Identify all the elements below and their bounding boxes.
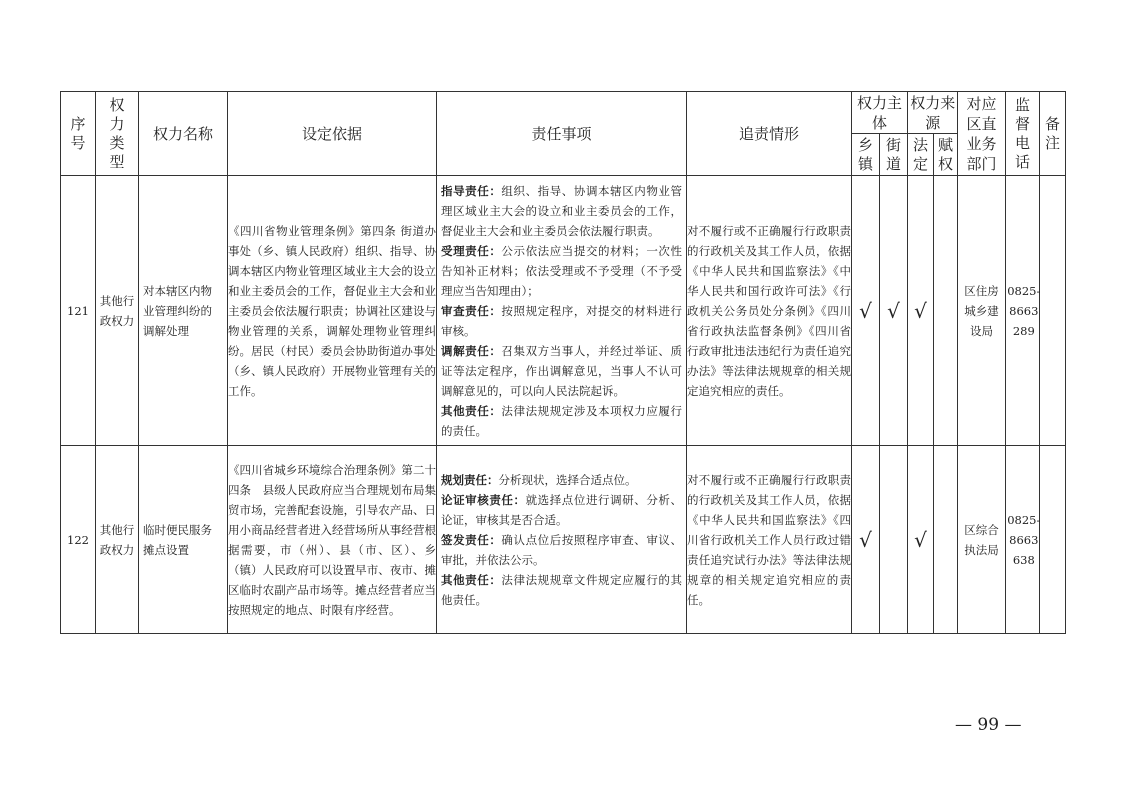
row-dept: 区住房城乡建设局 [958,176,1006,446]
check-mark-icon: √ [880,176,908,446]
row-phone: 0825-8663289 [1006,176,1040,446]
header-type: 权力类型 [96,92,139,176]
check-mark-icon: √ [852,176,880,446]
row-street [880,446,908,634]
row-remark [1040,176,1066,446]
row-name: 对本辖区内物业管理纠纷的调解处理 [139,176,228,446]
row-type: 其他行政权力 [96,176,139,446]
row-dept: 区综合执法局 [958,446,1006,634]
responsibility-item: 审查责任：按照规定程序，对提交的材料进行审核。 [441,303,683,338]
responsibility-item: 签发责任：确认点位后按照程序审查、审议、审批，并依法公示。 [441,532,683,567]
check-mark-icon: √ [908,176,934,446]
check-mark-icon: √ [852,446,880,634]
responsibility-item: 指导责任：组织、指导、协调本辖区内物业管理区域业主大会的设立和业主委员会的工作，督促业主大会和业主委员会依法履行职责。 [441,183,683,238]
header-phone: 监督电话 [1006,92,1040,176]
responsibility-item: 调解责任：召集双方当事人，并经过举证、质证等法定程序，作出调解意见，当事人不认可调解意见的，可以向人民法院起诉。 [441,343,683,398]
table-row [61,176,1066,446]
header-basis: 设定依据 [228,92,437,176]
row-phone: 0825-8663638 [1006,446,1040,634]
row-seq: 121 [61,176,96,446]
table-row [61,446,1066,634]
row-basis: 《四川省城乡环境综合治理条例》第二十四条 县级人民政府应当合理规划布局集贸市场，完善配套设施，引导农产品、日用小商品经营者进入经营场所从事经营根据需要，市（州）、县（市、区）、乡（镇）人民政府可以设置早市、夜市、摊区临时农副产品市场等。摊点经营者应当按照规定的地点、时限有序经营。 [228,446,437,634]
responsibility-item: 论证审核责任：就选择点位进行调研、分析、论证，审核其是否合适。 [441,492,683,527]
header-subject: 权力主体 [852,92,908,134]
page-number: — 99 — [955,715,1022,735]
row-granted [934,176,958,446]
row-type: 其他行政权力 [96,446,139,634]
header-responsibility: 责任事项 [437,92,687,176]
header-accountability: 追责情形 [687,92,852,176]
header-source-granted: 赋权 [934,134,958,176]
row-seq: 122 [61,446,96,634]
responsibility-item: 受理责任：公示依法应当提交的材料；一次性告知补正材料；依法受理或不予受理（不予受理应当告知理由）； [441,243,683,298]
check-mark-icon: √ [908,446,934,634]
row-remark [1040,446,1066,634]
row-name: 临时便民服务摊点设置 [139,446,228,634]
header-source-legal: 法定 [908,134,934,176]
power-list-table [60,91,1066,634]
responsibility-item: 规划责任：分析现状，选择合适点位。 [441,472,637,487]
row-accountability: 对不履行或不正确履行行政职责的行政机关及其工作人员，依据《中华人民共和国监察法》《四川省行政机关工作人员行政过错责任追究试行办法》等法律法规规章的相关规定追究相应的责任。 [687,446,852,634]
header-subject-town: 乡镇 [852,134,880,176]
header-remark: 备注 [1040,92,1066,176]
row-accountability: 对不履行或不正确履行行政职责的行政机关及其工作人员，依据《中华人民共和国监察法》《中华人民共和国行政许可法》《行政机关公务员处分条例》《四川省行政执法监督条例》《四川省行政审批违法违纪行为责任追究办法》等法律法规规章的相关规定追究相应的责任。 [687,176,852,446]
header-seq: 序号 [61,92,96,176]
row-basis: 《四川省物业管理条例》第四条 街道办事处（乡、镇人民政府）组织、指导、协调本辖区内物业管理区域业主大会的设立和业主委员会的工作，督促业主大会和业主委员会依法履行职责；协调社区建设与物业管理的关系，调解处理物业管理纠纷。居民（村民）委员会协助街道办事处（乡、镇人民政府）开展物业管理有关的工作。 [228,176,437,446]
header-name: 权力名称 [139,92,228,176]
table-header [61,92,1066,176]
header-source: 权力来源 [908,92,958,134]
row-responsibility [437,446,687,634]
responsibility-item: 其他责任：法律法规规定涉及本项权力应履行的责任。 [441,403,683,438]
header-subject-street: 街道 [880,134,908,176]
header-dept: 对应区直业务部门 [958,92,1006,176]
row-granted [934,446,958,634]
responsibility-item: 其他责任：法律法规规章文件规定应履行的其他责任。 [441,572,683,607]
row-responsibility [437,176,687,446]
